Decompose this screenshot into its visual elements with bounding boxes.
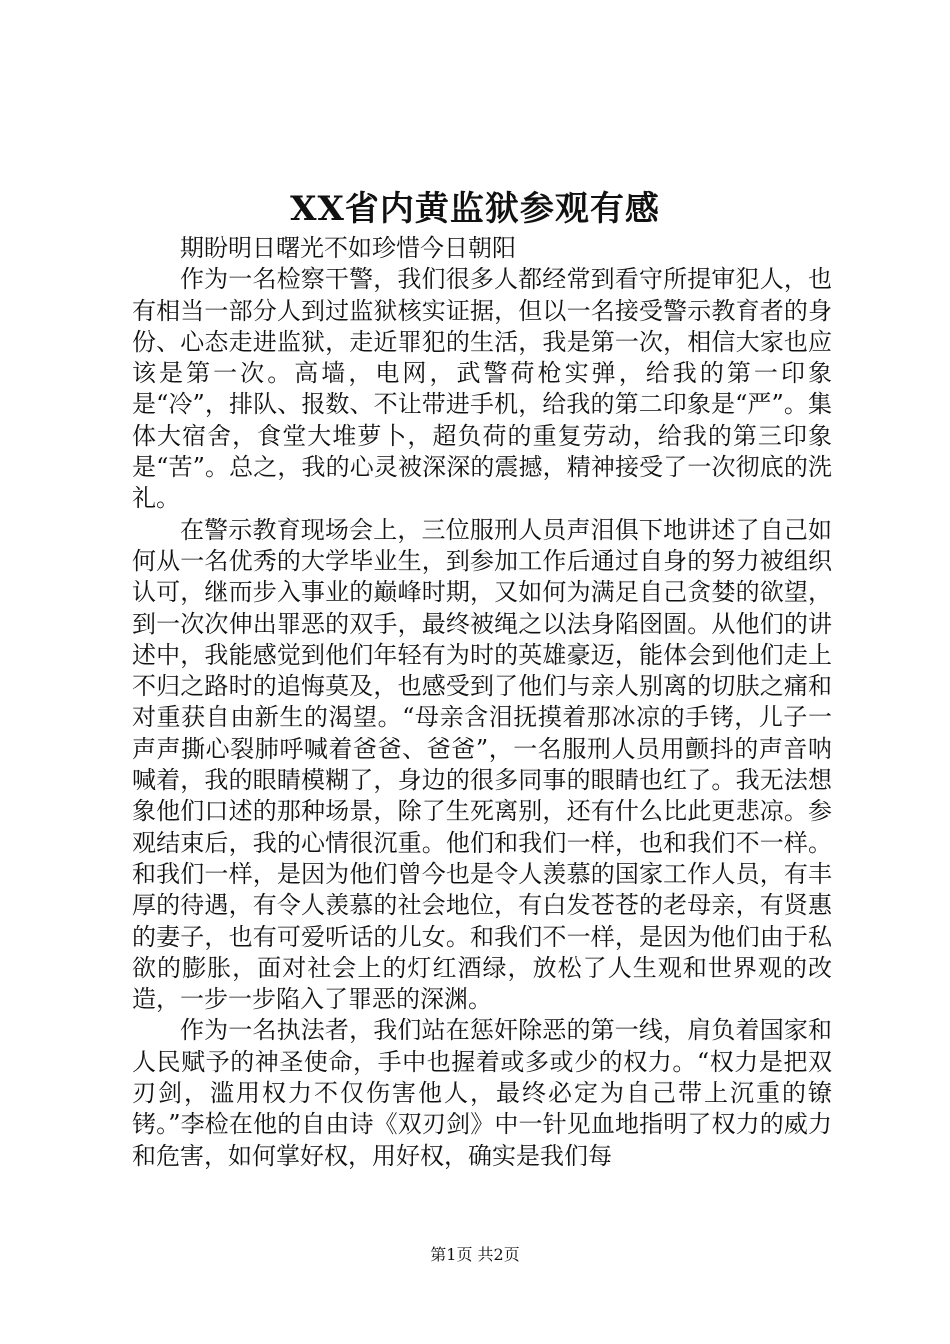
document-body xyxy=(132,233,832,1188)
document-title: XX省内黄监狱参观有感 xyxy=(290,189,660,229)
body-paragraph-3: 作为一名执法者，我们站在惩奸除恶的第一线，肩负着国家和人民赋予的神圣使命，手中也握着或多或少的权力。“权力是把双刃剑，滥用权力不仅伤害他人，最终必定为自己带上沉重的镣铐。”李检在他的自由诗《双刃剑》中一针见血地指明了权力的威力和危害，如何掌好权，用好权，确实是我们每 xyxy=(132,1016,832,1170)
subtitle-paragraph: 期盼明日曙光不如珍惜今日朝阳 xyxy=(180,234,516,262)
body-paragraph-2: 在警示教育现场会上，三位服刑人员声泪俱下地讲述了自己如何从一名优秀的大学毕业生，到参加工作后通过自身的努力被组织认可，继而步入事业的巅峰时期，又如何为满足自己贪婪的欲望，到一次次伸出罪恶的双手，最终被绳之以法身陷囹圄。从他们的讲述中，我能感觉到他们年轻有为时的英雄豪迈，能体会到他们走上不归之路时的追悔莫及，也感受到了他们与亲人别离的切肤之痛和对重获自由新生的渴望。“母亲含泪抚摸着那冰凉的手铐，儿子一声声撕心裂肺呼喊着爸爸、爸爸”，一名服刑人员用颤抖的声音呐喊着，我的眼睛模糊了，身边的很多同事的眼睛也红了。我无法想象他们口述的那种场景，除了生死离别，还有什么比此更悲凉。参观结束后，我的心情很沉重。他们和我们一样，也和我们不一样。和我们一样，是因为他们曾今也是令人羡慕的国家工作人员，有丰厚的待遇，有令人羡慕的社会地位，有白发苍苍的老母亲，有贤惠的妻子，也有可爱听话的儿女。和我们不一样，是因为他们由于私欲的膨胀，面对社会上的灯红酒绿，放松了人生观和世界观的改造，一步一步陷入了罪恶的深渊。 xyxy=(132,515,832,1014)
page-number-footer: 第1页 共2页 xyxy=(430,1245,520,1264)
body-paragraph-1: 作为一名检察干警，我们很多人都经常到看守所提审犯人，也有相当一部分人到过监狱核实证据，但以一名接受警示教育者的身份、心态走进监狱，走近罪犯的生活，我是第一次，相信大家也应该是第一次。高墙，电网，武警荷枪实弹，给我的第一印象是“冷”，排队、报数、不让带进手机，给我的第二印象是“严”。集体大宿舍，食堂大堆萝卜，超负荷的重复劳动，给我的第三印象是“苦”。总之，我的心灵被深深的震撼，精神接受了一次彻底的洗礼。 xyxy=(132,265,832,513)
